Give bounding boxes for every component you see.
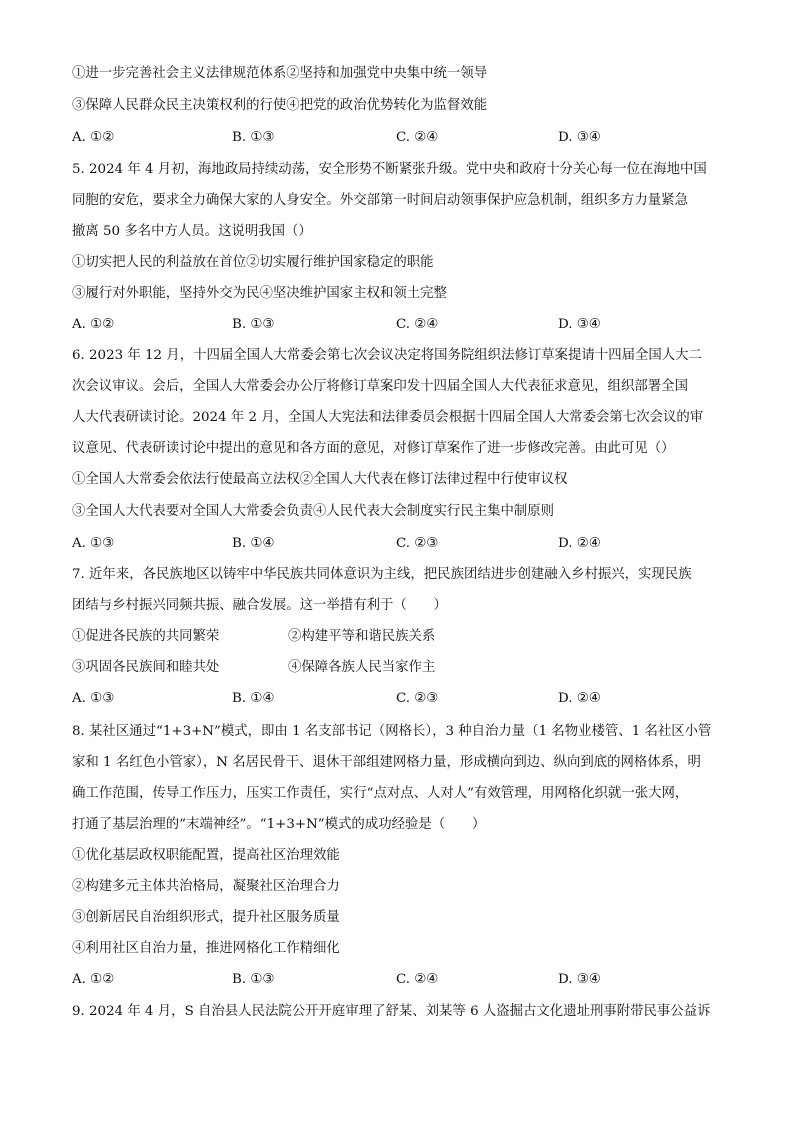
q4-options-line-2: ③保障人民群众民主决策权利的行使④把党的政治优势转化为监督效能 [72,98,488,113]
q7-option-1: ①促进各民族的共同繁荣 [72,629,220,644]
q7-choices [72,689,732,709]
q8-stem-line-2: 家和 1 名红色小管家），N 名居民骨干、退休干部组建网格力量，形成横向到边、纵向到底的网格体系，明 [72,755,701,770]
q7-stem-line-2: 团结与乡村振兴同频共振、融合发展。这一举措有利于（ ） [72,598,447,613]
q5-choice-d[interactable]: D. ③④ [558,317,601,332]
q5-options-line-2: ③履行对外职能，坚持外交为民④坚决维护国家主权和领土完整 [72,286,447,301]
q7-stem-line-1: 7. 近年来，各民族地区以铸牢中华民族共同体意识为主线，把民族团结进步创建融入乡村振兴，实现民族 [72,567,692,582]
q7-choice-a[interactable]: A. ①③ [72,691,115,706]
q7-choice-b[interactable]: B. ①④ [232,691,275,706]
q4-choice-d[interactable]: D. ③④ [558,130,601,145]
q8-stem-line-4: 打通了基层治理的“末端神经”。“1+3+N”模式的成功经验是（ ） [72,817,486,832]
q8-choice-c[interactable]: C. ②④ [396,972,439,987]
q7-option-3: ③巩固各民族间和睦共处 [72,660,220,675]
q5-stem-line-1: 5. 2024 年 4 月初，海地政局持续动荡，安全形势不断紧张升级。党中央和政府十分关心每一位在海地中国 [72,162,707,177]
q5-choices [72,315,732,335]
q7-options-row-2 [72,658,732,678]
q5-choice-a[interactable]: A. ①② [72,317,115,332]
q8-option-2: ②构建多元主体共治格局，凝聚社区治理合力 [72,879,340,894]
q6-stem-line-4: 议意见、代表研读讨论中提出的意见和各方面的意见，对修订草案作了进一步修改完善。由此可见（） [72,441,675,456]
q8-option-4: ④利用社区自治力量，推进网格化工作精细化 [72,941,340,956]
q5-choice-c[interactable]: C. ②④ [396,317,439,332]
q4-choices [72,128,732,148]
q4-choice-a[interactable]: A. ①② [72,130,115,145]
q6-choice-d[interactable]: D. ②④ [558,536,601,551]
q4-choice-b[interactable]: B. ①③ [232,130,275,145]
q8-stem-line-3: 确工作范围，传导工作压力，压实工作责任，实行“点对点、人对人”有效管理，用网格化织就一张大网， [72,786,689,801]
q6-stem-line-1: 6. 2023 年 12 月，十四届全国人大常委会第七次会议决定将国务院组织法修订草案提请十四届全国人大二 [72,348,702,363]
q6-choices [72,534,732,554]
q6-stem-line-3: 人大代表研读讨论。2024 年 2 月，全国人大宪法和法律委员会根据十四届全国人大常委会第七次会议的审 [72,410,704,425]
q5-stem-line-2: 同胞的安危，要求全力确保大家的人身安全。外交部第一时间启动领事保护应急机制，组织多方力量紧急 [72,193,688,208]
q6-choice-a[interactable]: A. ①③ [72,536,115,551]
q8-choice-a[interactable]: A. ①② [72,972,115,987]
q5-stem-line-3: 撤离 50 多名中方人员。这说明我国（） [72,224,312,239]
q4-options-line-1: ①进一步完善社会主义法律规范体系②坚持和加强党中央集中统一领导 [72,66,488,81]
q5-options-line-1: ①切实把人民的利益放在首位②切实履行维护国家稳定的职能 [72,255,434,270]
q6-options-line-2: ③全国人大代表要对全国人大常委会负责④人民代表大会制度实行民主集中制原则 [72,504,555,519]
q8-choice-b[interactable]: B. ①③ [232,972,275,987]
q9-stem-line-1: 9. 2024 年 4 月，S 自治县人民法院公开开庭审理了舒某、刘某等 6 人盗掘古文化遗址刑事附带民事公益诉 [72,1004,711,1019]
q8-option-3: ③创新居民自治组织形式，提升社区服务质量 [72,910,340,925]
q6-choice-b[interactable]: B. ①④ [232,536,275,551]
q7-choice-c[interactable]: C. ②③ [396,691,439,706]
q8-stem-line-1: 8. 某社区通过“1+3+N”模式，即由 1 名支部书记（网格长），3 种自治力量（1 名物业楼管、1 名社区小管 [72,724,712,739]
q7-option-2: ②构建平等和谐民族关系 [288,629,436,644]
q7-choice-d[interactable]: D. ②④ [558,691,601,706]
q8-option-1: ①优化基层政权职能配置，提高社区治理效能 [72,848,340,863]
q5-choice-b[interactable]: B. ①③ [232,317,275,332]
q7-option-4: ④保障各族人民当家作主 [288,660,436,675]
q4-choice-c[interactable]: C. ②④ [396,130,439,145]
q7-options-row-1 [72,627,732,647]
q6-options-line-1: ①全国人大常委会依法行使最高立法权②全国人大代表在修订法律过程中行使审议权 [72,472,568,487]
q6-stem-line-2: 次会议审议。会后，全国人大常委会办公厅将修订草案印发十四届全国人大代表征求意见，组织部署全国 [72,379,688,394]
q8-choices [72,970,732,990]
q8-choice-d[interactable]: D. ③④ [558,972,601,987]
q6-choice-c[interactable]: C. ②③ [396,536,439,551]
